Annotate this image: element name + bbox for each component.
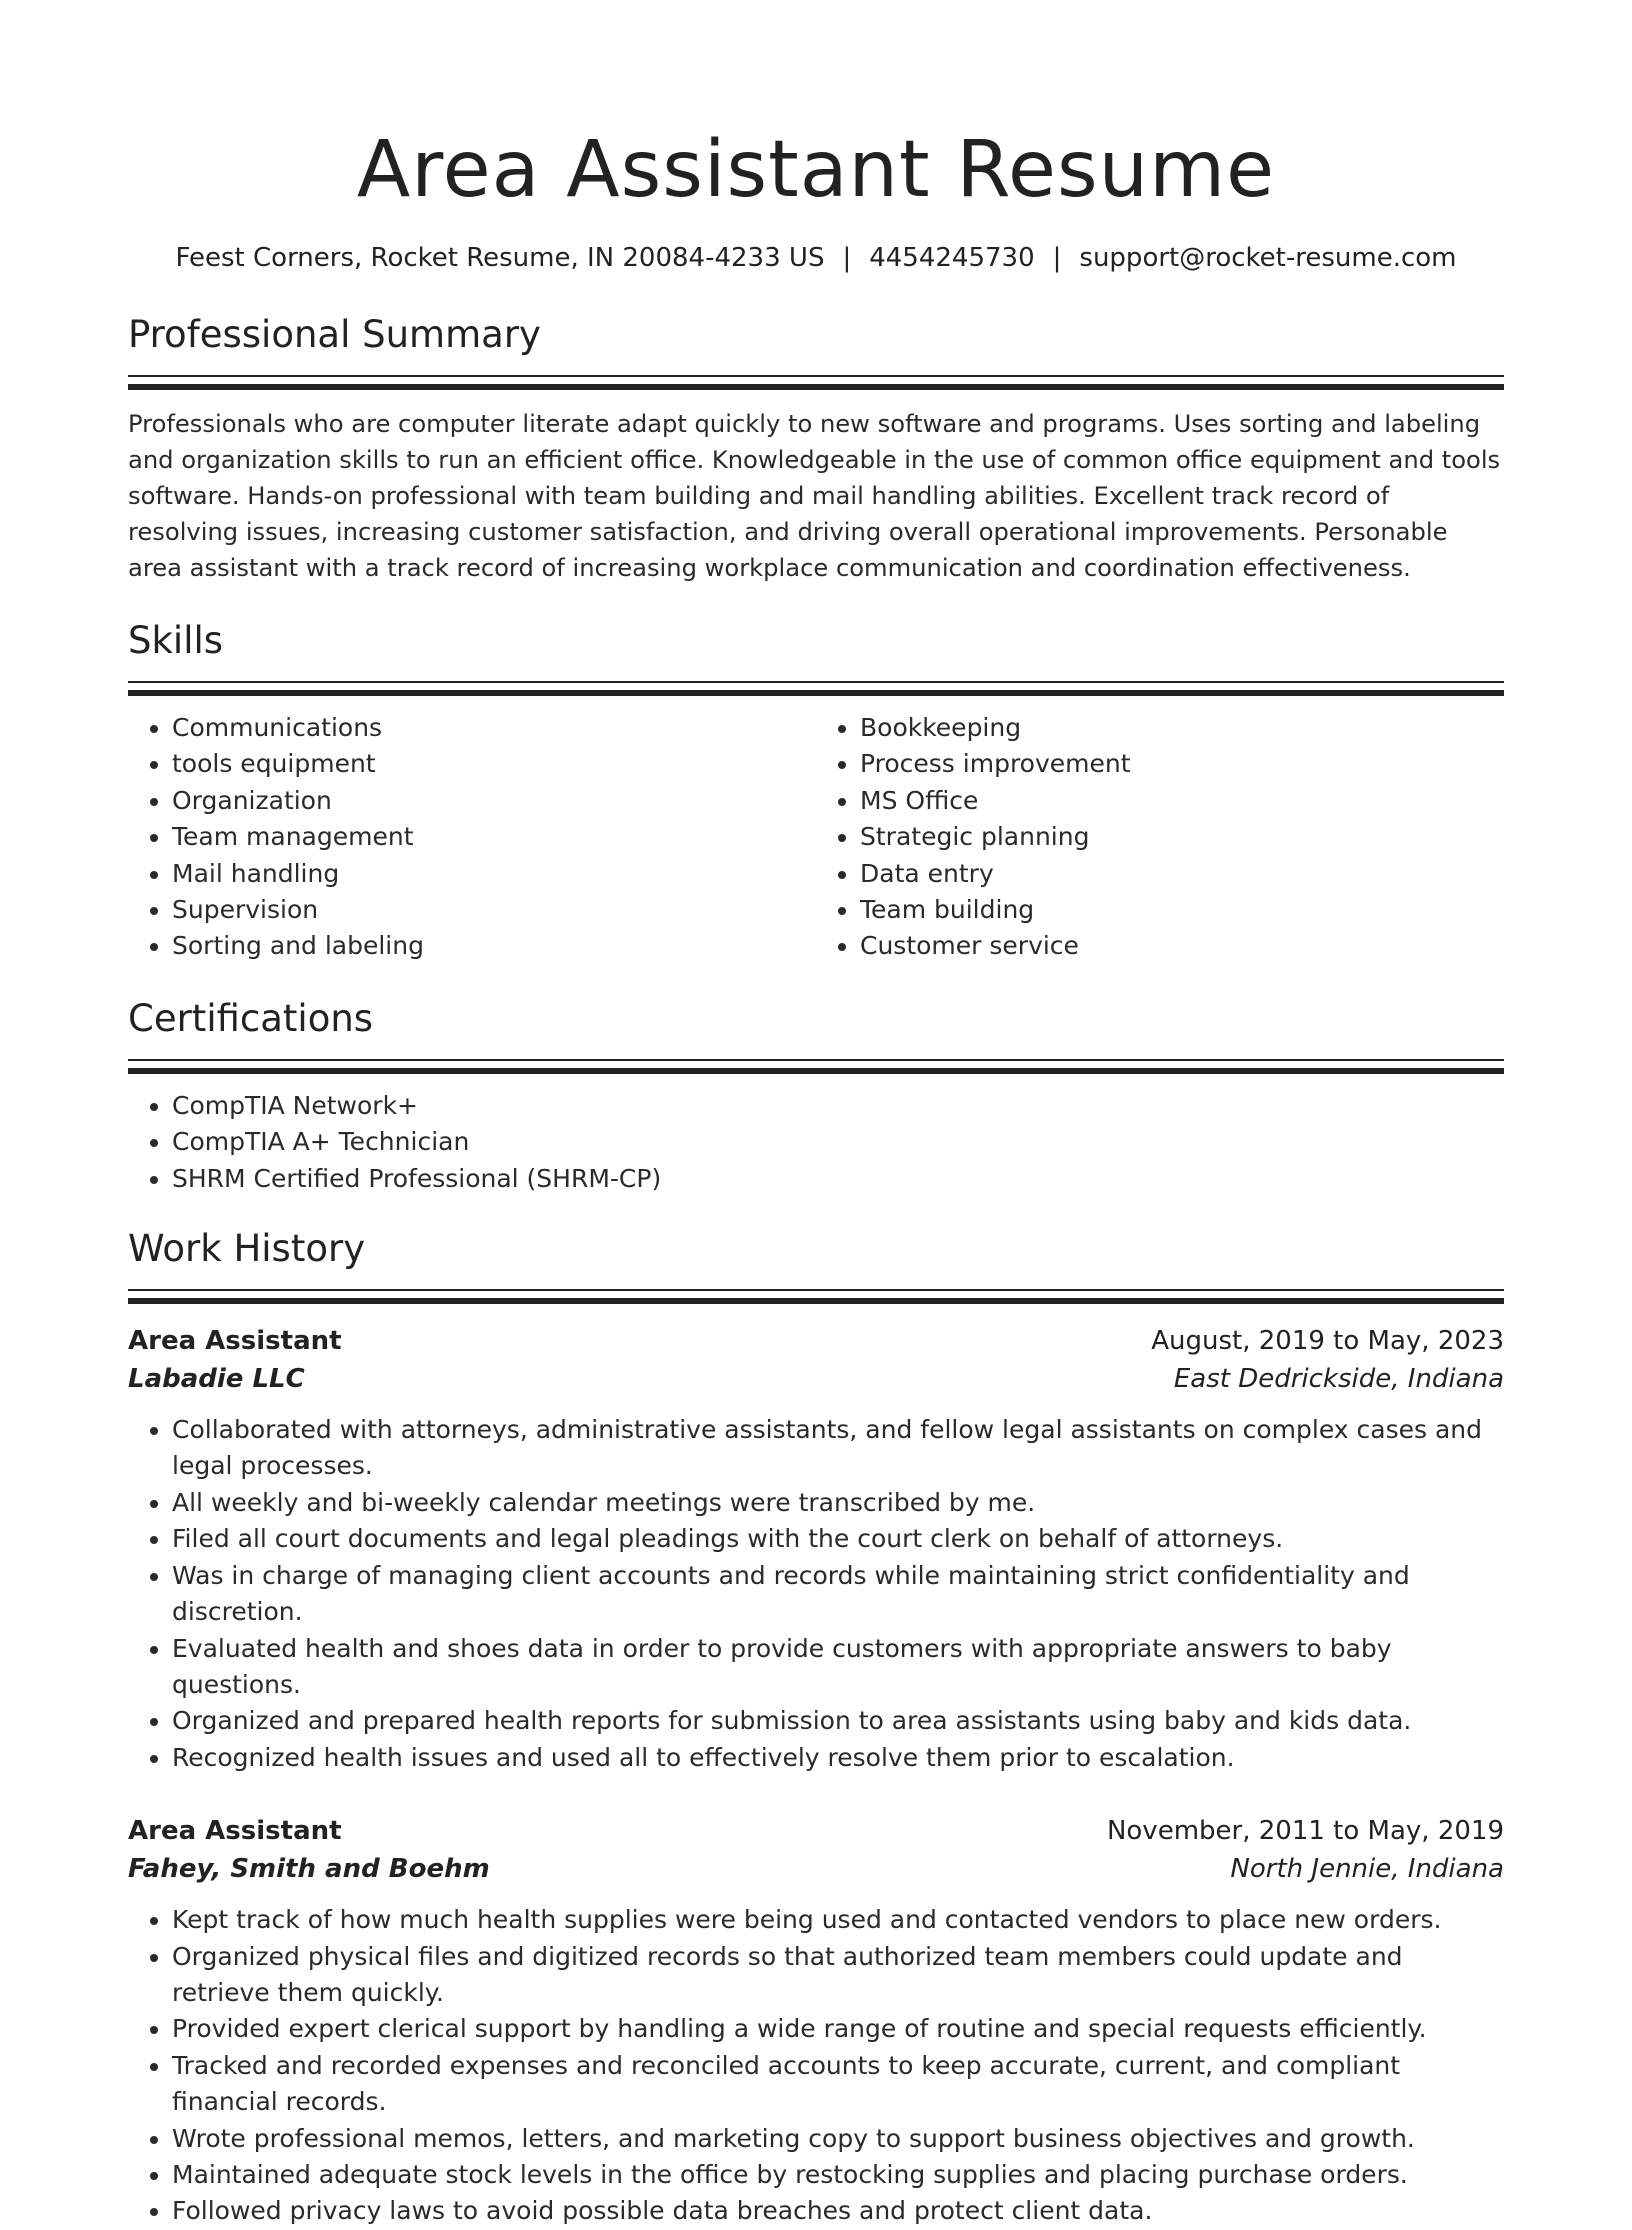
job-entry xyxy=(128,1812,1504,2230)
section-divider xyxy=(128,1289,1504,1302)
job-entry xyxy=(128,1322,1504,1776)
job-title: Area Assistant xyxy=(128,1816,342,1847)
work-history-section xyxy=(128,1223,1504,2230)
skill-item: • Sorting and labeling xyxy=(172,928,816,964)
contact-address: Feest Corners, Rocket Resume, IN 20084-4233 US xyxy=(175,243,825,273)
job-bullets xyxy=(128,1412,1504,1776)
job-location: East Dedrickside, Indiana xyxy=(1173,1364,1504,1395)
job-bullets xyxy=(128,1902,1504,2230)
section-divider xyxy=(128,1059,1504,1072)
section-title-certifications: Certifications xyxy=(128,996,374,1040)
skills-list-left xyxy=(128,710,816,965)
job-bullet: • Recognized health issues and used all to effectively resolve them prior to escalation. xyxy=(172,1740,1504,1776)
job-bullet: • All weekly and bi-weekly calendar meetings were transcribed by me. xyxy=(172,1485,1504,1521)
skills-list-right xyxy=(816,710,1504,965)
skills-section xyxy=(128,615,1504,965)
job-bullet: • Evaluated health and shoes data in order to provide customers with appropriate answers to baby questions. xyxy=(172,1631,1504,1704)
certifications-section xyxy=(128,993,1504,1197)
contact-line xyxy=(128,240,1504,276)
skill-item: • Supervision xyxy=(172,892,816,928)
job-header xyxy=(128,1322,1504,1360)
job-title: Area Assistant xyxy=(128,1326,342,1357)
job-bullet: • Filed all court documents and legal pleadings with the court clerk on behalf of attorneys. xyxy=(172,1521,1504,1557)
skill-item: • Strategic planning xyxy=(860,819,1504,855)
job-bullet: • Collaborated with attorneys, administrative assistants, and fellow legal assistants on complex cases and legal processes. xyxy=(172,1412,1504,1485)
skill-item: • Customer service xyxy=(860,928,1504,964)
job-dates: November, 2011 to May, 2019 xyxy=(1106,1816,1504,1847)
resume-page xyxy=(128,0,1504,2230)
job-subheader xyxy=(128,1360,1504,1398)
job-bullet: • Organized physical files and digitized records so that authorized team members could update and retrieve them quickly. xyxy=(172,1939,1504,2012)
job-bullet: • Followed privacy laws to avoid possible data breaches and protect client data. xyxy=(172,2193,1504,2229)
contact-separator: | xyxy=(1052,243,1062,273)
job-bullet: • Organized and prepared health reports for submission to area assistants using baby and kids data. xyxy=(172,1703,1504,1739)
resume-title: Area Assistant Resume xyxy=(356,125,1276,215)
section-title-summary: Professional Summary xyxy=(128,313,541,356)
summary-text: Professionals who are computer literate adapt quickly to new software and programs. Uses sorting and labeling and organization skills to run an efficient office. Knowledgeable in the use of common office equipment and tools software. Hands-on professional with team building and mail handling abilities. Excellent track record of resolving issues, increasing customer satisfaction, and driving overall operational improvements. Personable area assistant with a track record of increasing workplace communication and coordination effectiveness. xyxy=(128,410,1501,582)
contact-phone: 4454245730 xyxy=(869,243,1035,273)
section-title-skills: Skills xyxy=(128,619,224,662)
skill-item: • Communications xyxy=(172,710,816,746)
job-bullet: • Was in charge of managing client accounts and records while maintaining strict confidentiality and discretion. xyxy=(172,1558,1504,1631)
job-subheader xyxy=(128,1850,1504,1888)
skill-item: • tools equipment xyxy=(172,746,816,782)
job-list xyxy=(128,1322,1504,2230)
skill-item: • Team building xyxy=(860,892,1504,928)
job-location: North Jennie, Indiana xyxy=(1230,1854,1504,1885)
skill-item: • Bookkeeping xyxy=(860,710,1504,746)
job-header xyxy=(128,1812,1504,1850)
section-title-work-history: Work History xyxy=(128,1227,366,1271)
skill-item: • MS Office xyxy=(860,783,1504,819)
job-bullet: • Kept track of how much health supplies were being used and contacted vendors to place new orders. xyxy=(172,1902,1504,1938)
job-bullet: • Wrote professional memos, letters, and marketing copy to support business objectives and growth. xyxy=(172,2121,1504,2157)
section-divider xyxy=(128,681,1504,694)
job-bullet: • Provided expert clerical support by handling a wide range of routine and special requests efficiently. xyxy=(172,2011,1504,2047)
certifications-list xyxy=(128,1088,1504,1197)
certification-item: • CompTIA Network+ xyxy=(172,1088,1504,1124)
contact-email: support@rocket-resume.com xyxy=(1079,243,1457,273)
skill-item: • Process improvement xyxy=(860,746,1504,782)
skill-item: • Organization xyxy=(172,783,816,819)
job-company: Labadie LLC xyxy=(128,1364,305,1395)
skill-item: • Team management xyxy=(172,819,816,855)
certification-item: • SHRM Certified Professional (SHRM-CP) xyxy=(172,1161,1504,1197)
skill-item: • Data entry xyxy=(860,856,1504,892)
skill-item: • Mail handling xyxy=(172,856,816,892)
summary-section xyxy=(128,309,1504,586)
certification-item: • CompTIA A+ Technician xyxy=(172,1124,1504,1160)
job-bullet: • Tracked and recorded expenses and reconciled accounts to keep accurate, current, and compliant financial records. xyxy=(172,2048,1504,2121)
section-divider xyxy=(128,375,1504,388)
job-bullet: • Maintained adequate stock levels in the office by restocking supplies and placing purchase orders. xyxy=(172,2157,1504,2193)
job-company: Fahey, Smith and Boehm xyxy=(128,1854,490,1885)
contact-separator: | xyxy=(842,243,852,273)
skills-grid xyxy=(128,710,1504,965)
job-dates: August, 2019 to May, 2023 xyxy=(1151,1326,1504,1357)
